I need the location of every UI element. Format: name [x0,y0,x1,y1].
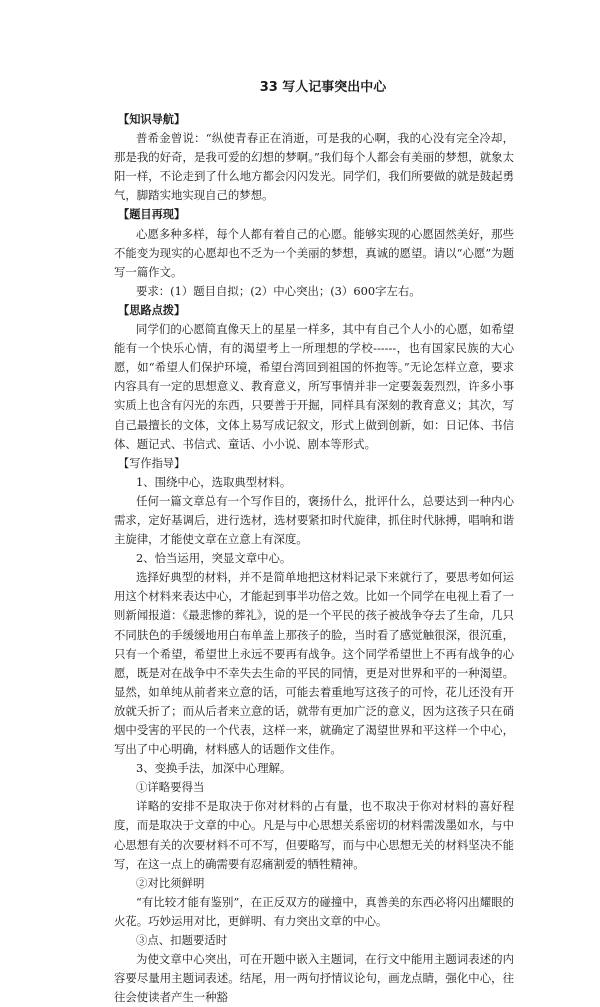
guide-point-3a-heading: ①详略要得当 [136,780,205,795]
guide-point-2-paragraph: 选择好典型的材料，并不是简单地把这材料记录下来就行了，要思考如何运用这个材料来表达中心，才能起到事半功倍之效。比如一个同学在电视上看了一则新闻报道：《最悲惨的葬礼》，说的是一个平民的孩子被战争夺去了生命，几只不同肤色的手缓缓地用白布单盖上那孩子的脸，当时看了感觉触很深，很沉重，只有一个希望，希望世上永远不要再有战争。这个同学希望世上不再有战争的心愿，既是对在战争中不幸失去生命的平民的同情，更是对世界和平的一种渴望。显然，如单纯从前者来立意的话，可能去着重地写这孩子的可怜，花儿还没有开放就夭折了；而从后者来立意的话，就带有更加广泛的意义，因为这孩子只在硝烟中受害的平民的一个代表，这样一来，就确定了渴望世界和平这样一个中心，写出了中心明确，材料感人的话题作文佳作。 [114,570,514,757]
section-thinking-heading: 【思路点拨】 [118,303,186,317]
guide-point-3c-paragraph: 为使文章中心突出，可在开题中嵌入主题词，在行文中能用主题词表述的内容要尽量用主题词表述。结尾，用一两句抒情议论句，画龙点睛，强化中心，往往会使读者产生一种豁 [114,952,514,1005]
knowledge-paragraph: 普希金曾说：“纵使青春正在消逝，可是我的心啊，我的心没有完全冷却，那是我的好奇，是我可爱的幻想的梦啊。”我们每个人都会有美丽的梦想，就象太阳一样，不论走到了什么地方都会闪闪发光。同学们，我们所要做的就是鼓起勇气，脚踏实地实现自己的梦想。 [114,131,514,203]
guide-point-1-heading: 1、围绕中心，选取典型材料。 [136,474,292,489]
guide-point-2-heading: 2、恰当运用，突显文章中心。 [136,551,292,566]
section-guide-heading: 【写作指导】 [118,456,186,470]
page-title: 33 写人记事突出中心 [259,80,387,95]
topic-paragraph: 心愿多种多样，每个人都有着自己的心愿。能够实现的心愿固然美好，那些不能变为现实的心愿却也不乏为一个美丽的梦想，真诚的愿望。请以“心愿”为题写一篇作文。 [114,226,514,279]
guide-point-3-heading: 3、变换手法，加深中心理解。 [136,761,292,776]
guide-point-3b-paragraph: “有比较才能有鉴别”，在正反双方的碰撞中，真善美的东西必将闪出耀眼的火花。巧妙运用对比，更鲜明、有力突出文章的中心。 [114,894,514,928]
section-knowledge-heading: 【知识导航】 [118,113,186,126]
topic-requirements: 要求：(1）题目自拟；(2）中心突出；(3）600字左右。 [136,283,421,298]
guide-point-1-paragraph: 任何一篇文章总有一个写作目的，褒扬什么，批评什么，总要达到一种内心需求，定好基调后，进行选材，选材要紧扣时代旋律，抓住时代脉搏，唱响和谐主旋律，才能使文章在立意上有深度。 [114,493,514,547]
guide-point-3a-paragraph: 详略的安排不是取决于你对材料的占有量，也不取决于你对材料的喜好程度，而是取决于文章的中心。凡是与中心思想关系密切的材料需泼墨如水，与中心思想有关的次要材料不可不写，但要略写，而与中心思想无关的材料坚决不能写，在这一点上的确需要有忍痛割爱的牺牲精神。 [114,799,514,871]
section-topic-heading: 【题目再现】 [118,208,186,222]
thinking-paragraph: 同学们的心愿简直像天上的星星一样多，其中有自己个人小的心愿，如希望能有一个快乐心情，有的渴望考上一所理想的学校------，也有国家民族的大心愿，如“希望人们保护环境，希望台湾回到祖国的怀抱等。”无论怎样立意，要求内容具有一定的思想意义、教育意义，所写事情并非一定要轰轰烈烈，许多小事实质上也含有闪光的东西，只要善于开掘，同样具有深刻的教育意义；其次，写自己最擅长的文体，文体上易写成记叙文，形式上做到创新，如：日记体、书信体、题记式、书信式、童话、小小说、剧本等形式。 [114,322,514,451]
guide-point-3c-heading: ③点、扣题要适时 [136,933,228,948]
guide-point-3b-heading: ②对比须鲜明 [136,875,205,890]
